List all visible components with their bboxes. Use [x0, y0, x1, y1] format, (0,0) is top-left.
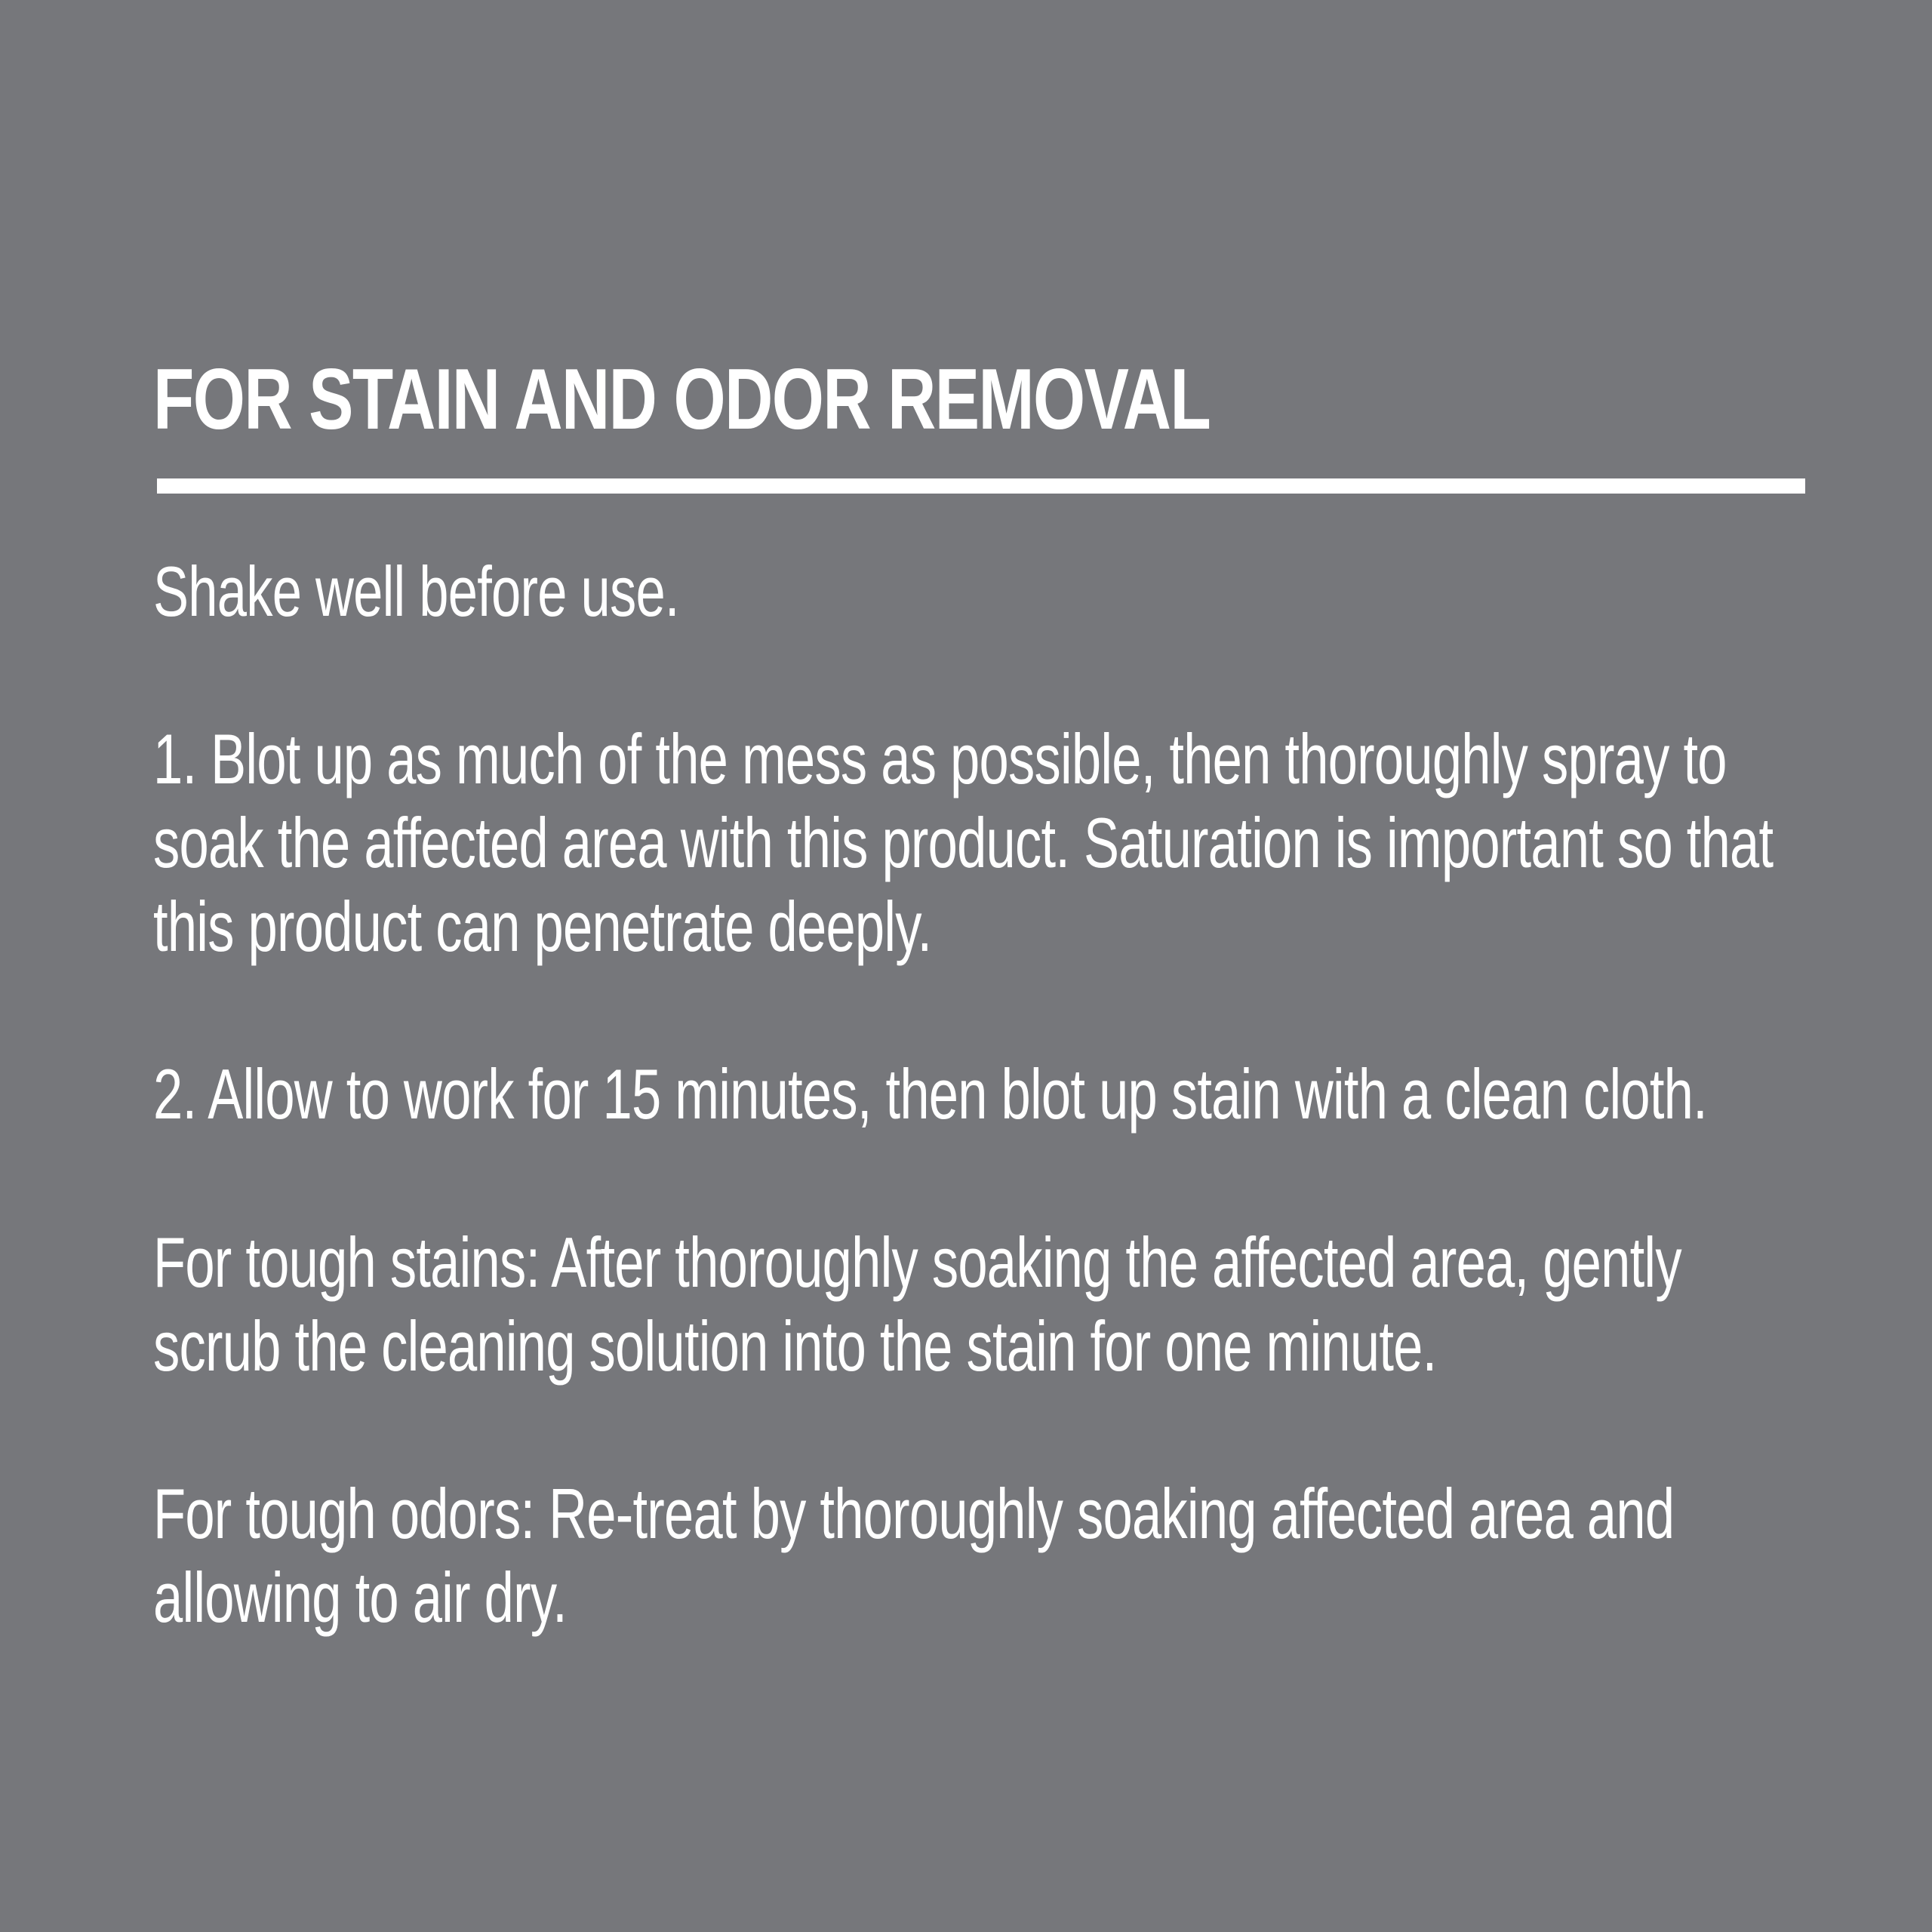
step-1-text: 1. Blot up as much of the mess as possible, then thoroughly spray to soak the affected area with this product. Saturation is important so that this product can penetrate deeply.	[153, 719, 1774, 966]
page-title: FOR STAIN AND ODOR REMOVAL	[153, 352, 1211, 448]
intro-text: Shake well before use.	[153, 552, 679, 631]
title-divider	[157, 478, 1805, 494]
step-2-text: 2. Allow to work for 15 minutes, then blot up stain with a clean cloth.	[153, 1054, 1707, 1134]
tough-odors-text: For tough odors: Re-treat by thoroughly soaking affected area and allowing to air dry.	[153, 1474, 1675, 1637]
tough-stains-text: For tough stains: After thoroughly soaking the affected area, gently scrub the cleaning solution into the stain for one minute.	[153, 1223, 1681, 1386]
